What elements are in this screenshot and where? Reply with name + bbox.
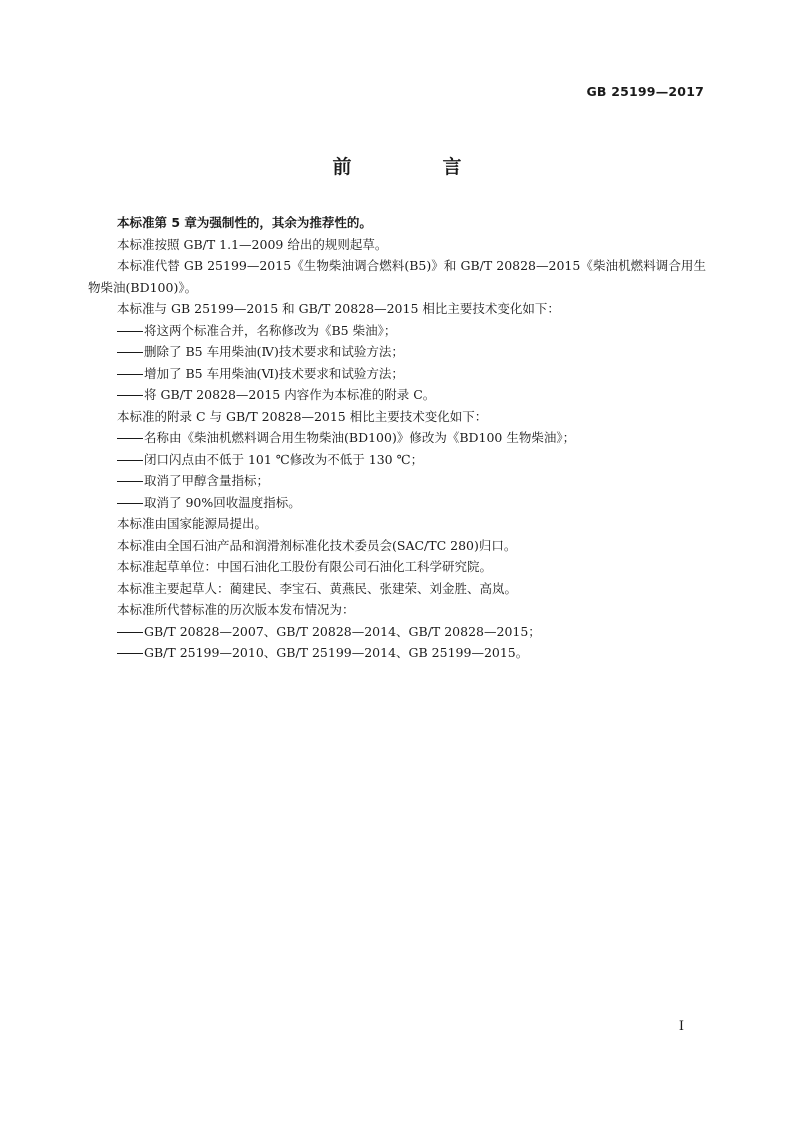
dash-bullet — [117, 460, 143, 461]
list-item: 取消了 90%回收温度指标。 — [88, 492, 706, 514]
standard-number: GB 25199—2017 — [586, 84, 704, 99]
paragraph-proposed-by: 本标准由国家能源局提出。 — [117, 516, 268, 531]
paragraph-annex-changes-intro: 本标准的附录 C 与 GB/T 20828—2015 相比主要技术变化如下： — [117, 408, 488, 424]
list-item: 将这两个标准合并，名称修改为《B5 柴油》； — [88, 320, 706, 342]
list-item: 闭口闪点由不低于 101 ℃修改为不低于 130 ℃； — [88, 449, 706, 471]
page-number: I — [678, 1019, 684, 1034]
dash-bullet — [117, 632, 143, 633]
paragraph-replaces: 本标准代替 GB 25199—2015《生物柴油调合燃料(B5)》和 GB/T 20828—2015《柴油机燃料调合用生物柴油(BD100)》。 — [88, 258, 706, 295]
list-item: 取消了甲醇含量指标； — [88, 470, 706, 492]
list-item: 名称由《柴油机燃料调合用生物柴油(BD100)》修改为《BD100 生物柴油》； — [88, 427, 706, 449]
list-item: GB/T 20828—2007、GB/T 20828—2014、GB/T 20828—2015； — [88, 621, 706, 643]
dash-bullet — [117, 481, 143, 482]
dash-bullet — [117, 374, 143, 375]
dash-bullet — [117, 331, 143, 332]
list-item: 增加了 B5 车用柴油(Ⅵ)技术要求和试验方法； — [88, 363, 706, 385]
list-item: 将 GB/T 20828—2015 内容作为本标准的附录 C。 — [88, 384, 706, 406]
dash-bullet — [117, 503, 143, 504]
paragraph-previous-editions-intro: 本标准所代替标准的历次版本发布情况为： — [117, 602, 355, 617]
paragraph-technical-committee: 本标准由全国石油产品和润滑剂标准化技术委员会(SAC/TC 280)归口。 — [117, 537, 517, 553]
paragraph-mandatory-clause: 本标准第 5 章为强制性的，其余为推荐性的。 — [117, 215, 372, 230]
dash-bullet — [117, 653, 143, 654]
paragraph-drafters: 本标准主要起草人：蔺建民、李宝石、黄燕民、张建荣、刘金胜、高岚。 — [117, 580, 518, 596]
paragraph-drafting-organization: 本标准起草单位：中国石油化工股份有限公司石油化工科学研究院。 — [117, 559, 493, 574]
page-title: 前 言 — [332, 156, 498, 178]
document-body — [88, 212, 706, 664]
paragraph-drafting-rules: 本标准按照 GB/T 1.1—2009 给出的规则起草。 — [117, 236, 388, 252]
dash-bullet — [117, 395, 143, 396]
dash-bullet — [117, 438, 143, 439]
list-item: 删除了 B5 车用柴油(Ⅳ)技术要求和试验方法； — [88, 341, 706, 363]
dash-bullet — [117, 352, 143, 353]
paragraph-changes-intro: 本标准与 GB 25199—2015 和 GB/T 20828—2015 相比主要技术变化如下： — [117, 301, 560, 316]
list-item: GB/T 25199—2010、GB/T 25199—2014、GB 25199—2015。 — [88, 642, 706, 664]
